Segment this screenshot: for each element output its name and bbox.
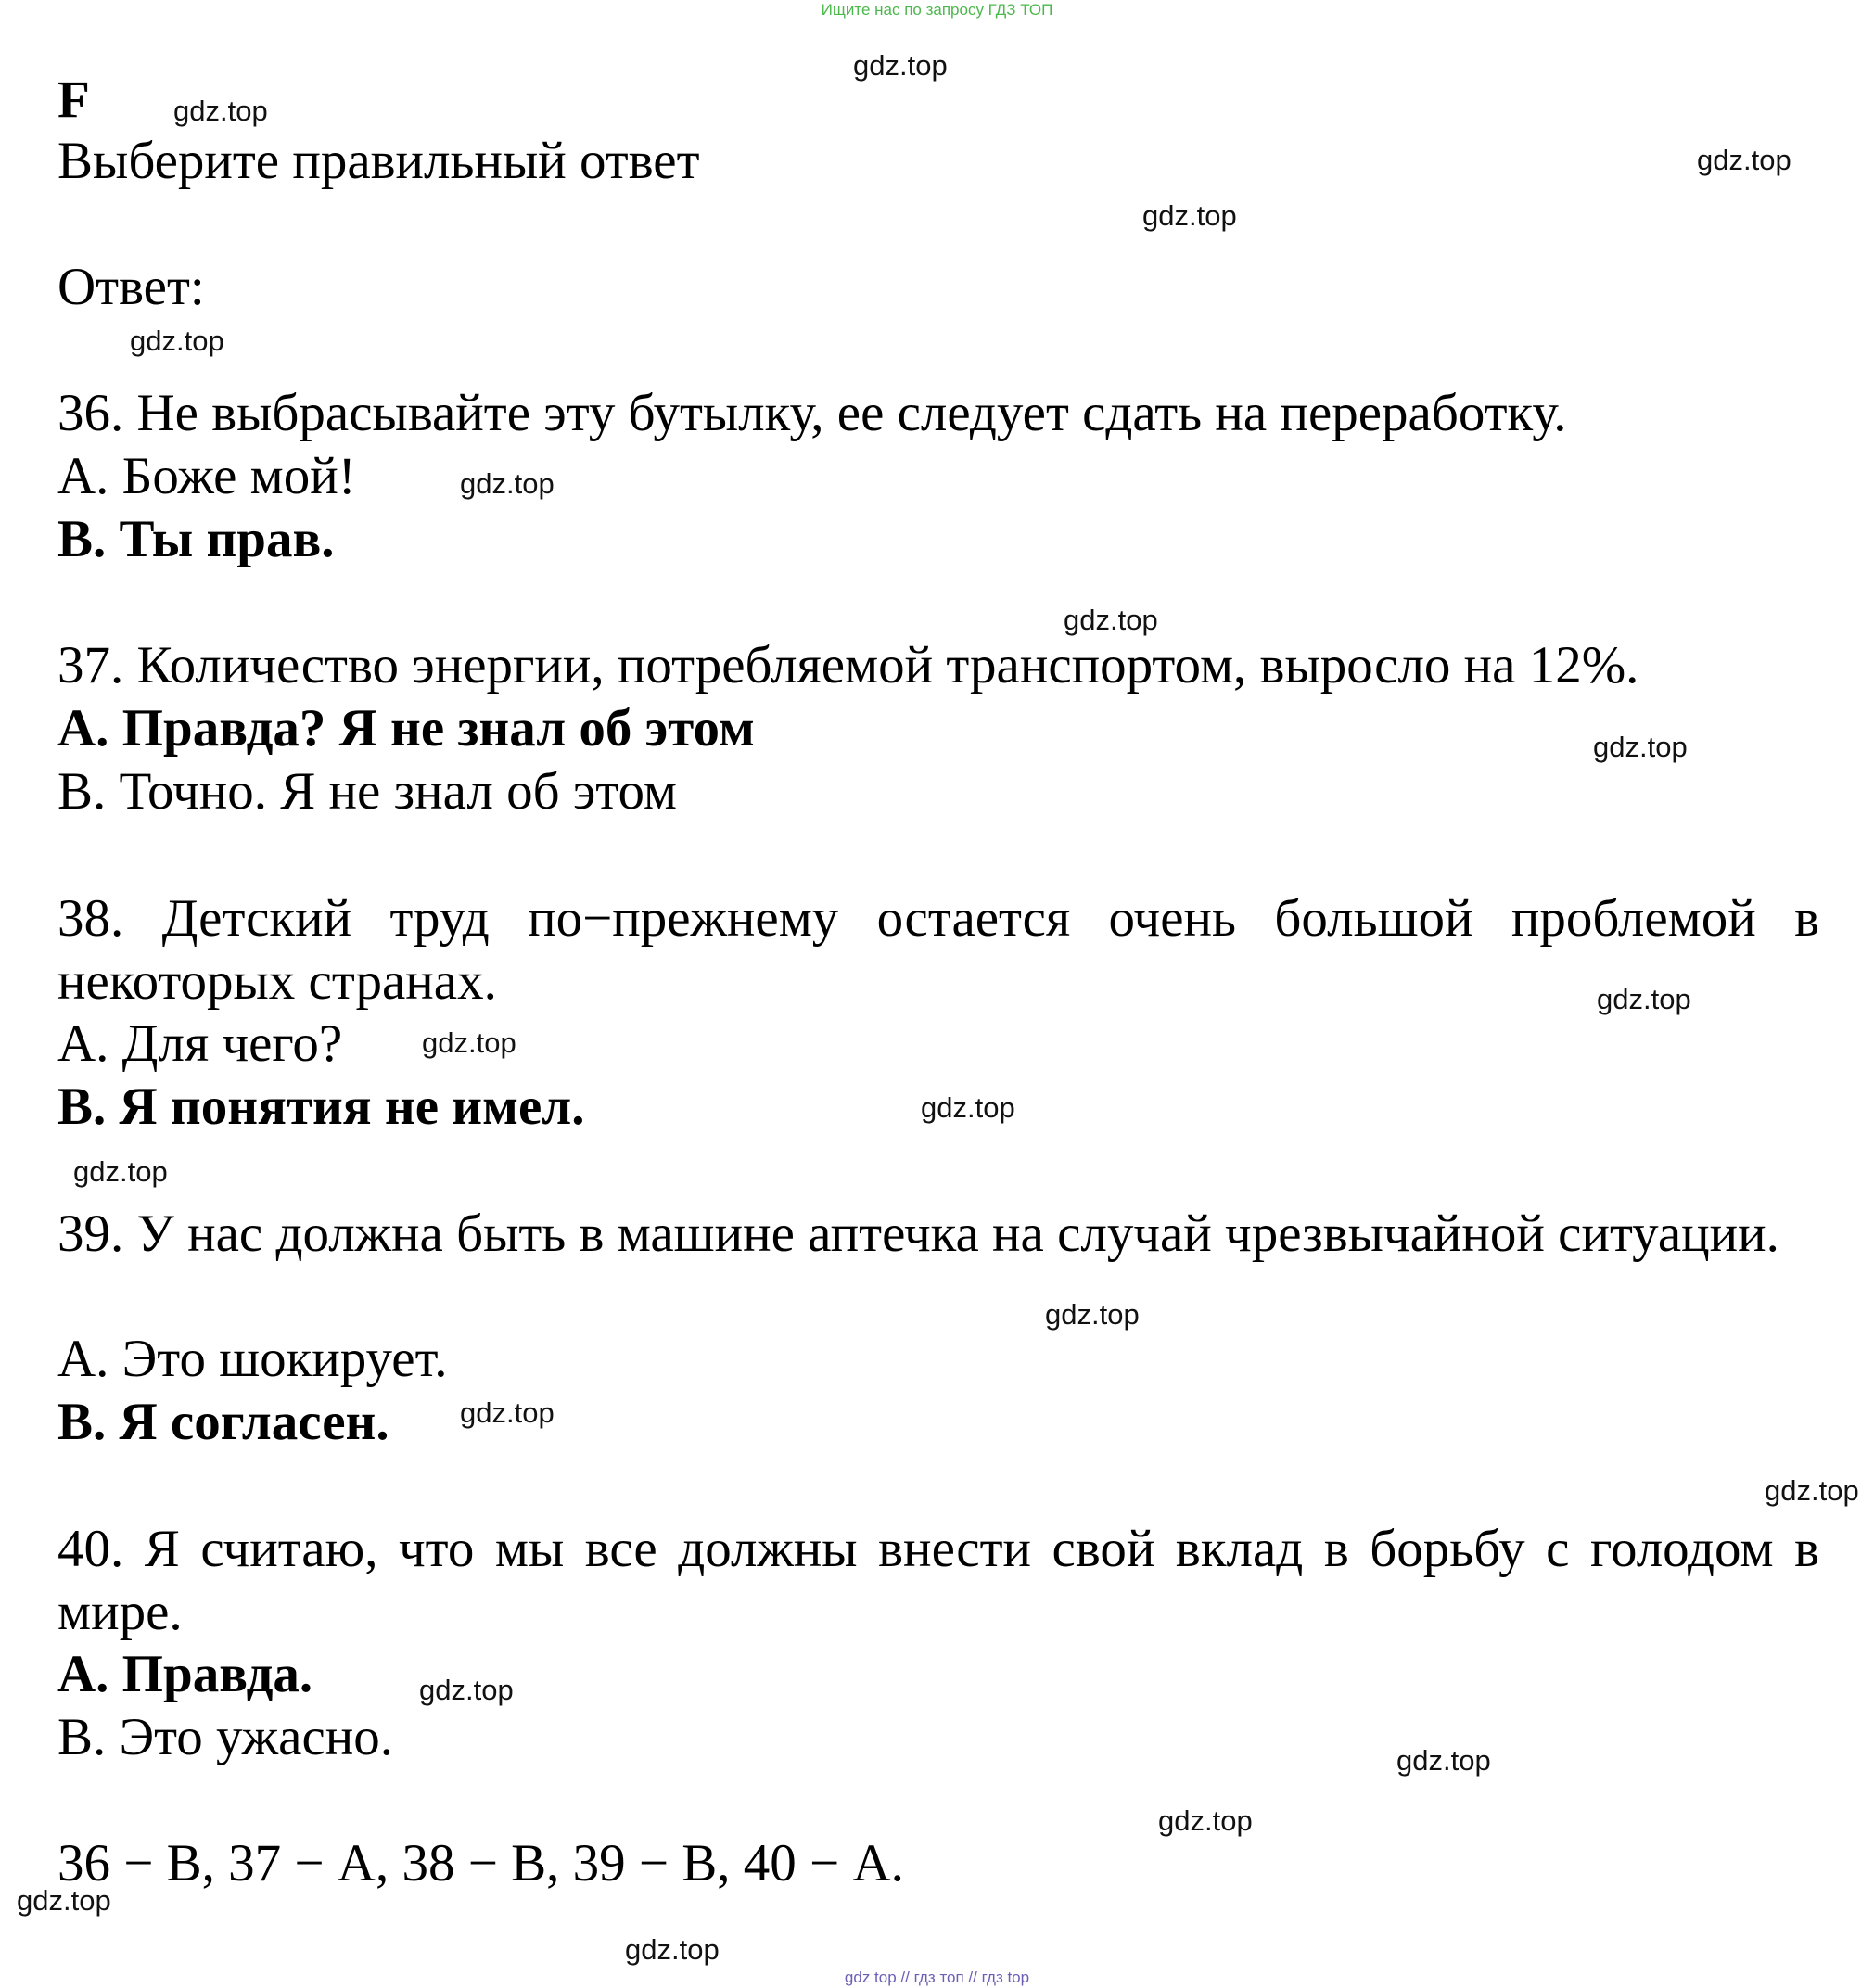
- watermark: gdz.top: [1765, 1474, 1859, 1507]
- watermark: gdz.top: [1064, 604, 1158, 636]
- question-39-text: 39. У нас должна быть в машине аптечка на случай чрезвычайной ситуации.: [57, 1204, 1779, 1263]
- question-39-option-b: В. Я согласен.: [57, 1393, 389, 1451]
- watermark: gdz.top: [1045, 1298, 1140, 1331]
- question-40-option-b: В. Это ужасно.: [57, 1708, 394, 1766]
- question-37-text: 37. Количество энергии, потребляемой транспортом, выросло на 12%.: [57, 636, 1639, 695]
- question-37-option-a: А. Правда? Я не знал об этом: [57, 699, 755, 758]
- question-39-option-a: А. Это шокирует.: [57, 1330, 448, 1388]
- watermark: gdz.top: [1142, 199, 1237, 232]
- instruction-text: Выберите правильный ответ: [57, 132, 700, 190]
- question-38-option-a: А. Для чего?: [57, 1014, 343, 1073]
- question-36-text: 36. Не выбрасывайте эту бутылку, ее следует сдать на переработку.: [57, 384, 1567, 442]
- watermark: gdz.top: [1597, 983, 1691, 1015]
- question-37-option-b: В. Точно. Я не знал об этом: [57, 762, 677, 821]
- watermark: gdz.top: [422, 1026, 516, 1059]
- watermark: gdz.top: [173, 95, 268, 127]
- question-36-option-a: А. Боже мой!: [57, 447, 356, 505]
- answer-label: Ответ:: [57, 258, 205, 316]
- watermark: gdz.top: [1158, 1804, 1253, 1837]
- question-38-text: 38. Детский труд по−прежнему остается очень большой проблемой в некоторых странах.: [57, 889, 1819, 1011]
- top-banner: Ищите нас по запросу ГДЗ ТОП: [821, 1, 1053, 19]
- watermark: gdz.top: [1396, 1744, 1491, 1777]
- question-38-option-b: В. Я понятия не имел.: [57, 1077, 585, 1136]
- bottom-banner: gdz top // гдз топ // гдз top: [844, 1969, 1030, 1986]
- watermark: gdz.top: [460, 467, 555, 500]
- question-40-option-a: А. Правда.: [57, 1645, 313, 1703]
- section-letter: F: [57, 70, 90, 129]
- watermark: gdz.top: [853, 49, 948, 82]
- watermark: gdz.top: [17, 1884, 111, 1917]
- watermark: gdz.top: [1593, 731, 1688, 763]
- watermark: gdz.top: [921, 1091, 1015, 1124]
- question-36-option-b: В. Ты прав.: [57, 510, 335, 568]
- answer-summary: 36 − В, 37 − А, 38 − В, 39 − В, 40 − А.: [57, 1834, 904, 1892]
- question-40-text: 40. Я считаю, что мы все должны внести свой вклад в борьбу с голодом в мире.: [57, 1520, 1819, 1641]
- watermark: gdz.top: [419, 1674, 514, 1706]
- watermark: gdz.top: [130, 325, 224, 357]
- watermark: gdz.top: [1697, 144, 1791, 176]
- watermark: gdz.top: [460, 1396, 555, 1429]
- watermark: gdz.top: [73, 1155, 168, 1188]
- watermark: gdz.top: [625, 1933, 720, 1966]
